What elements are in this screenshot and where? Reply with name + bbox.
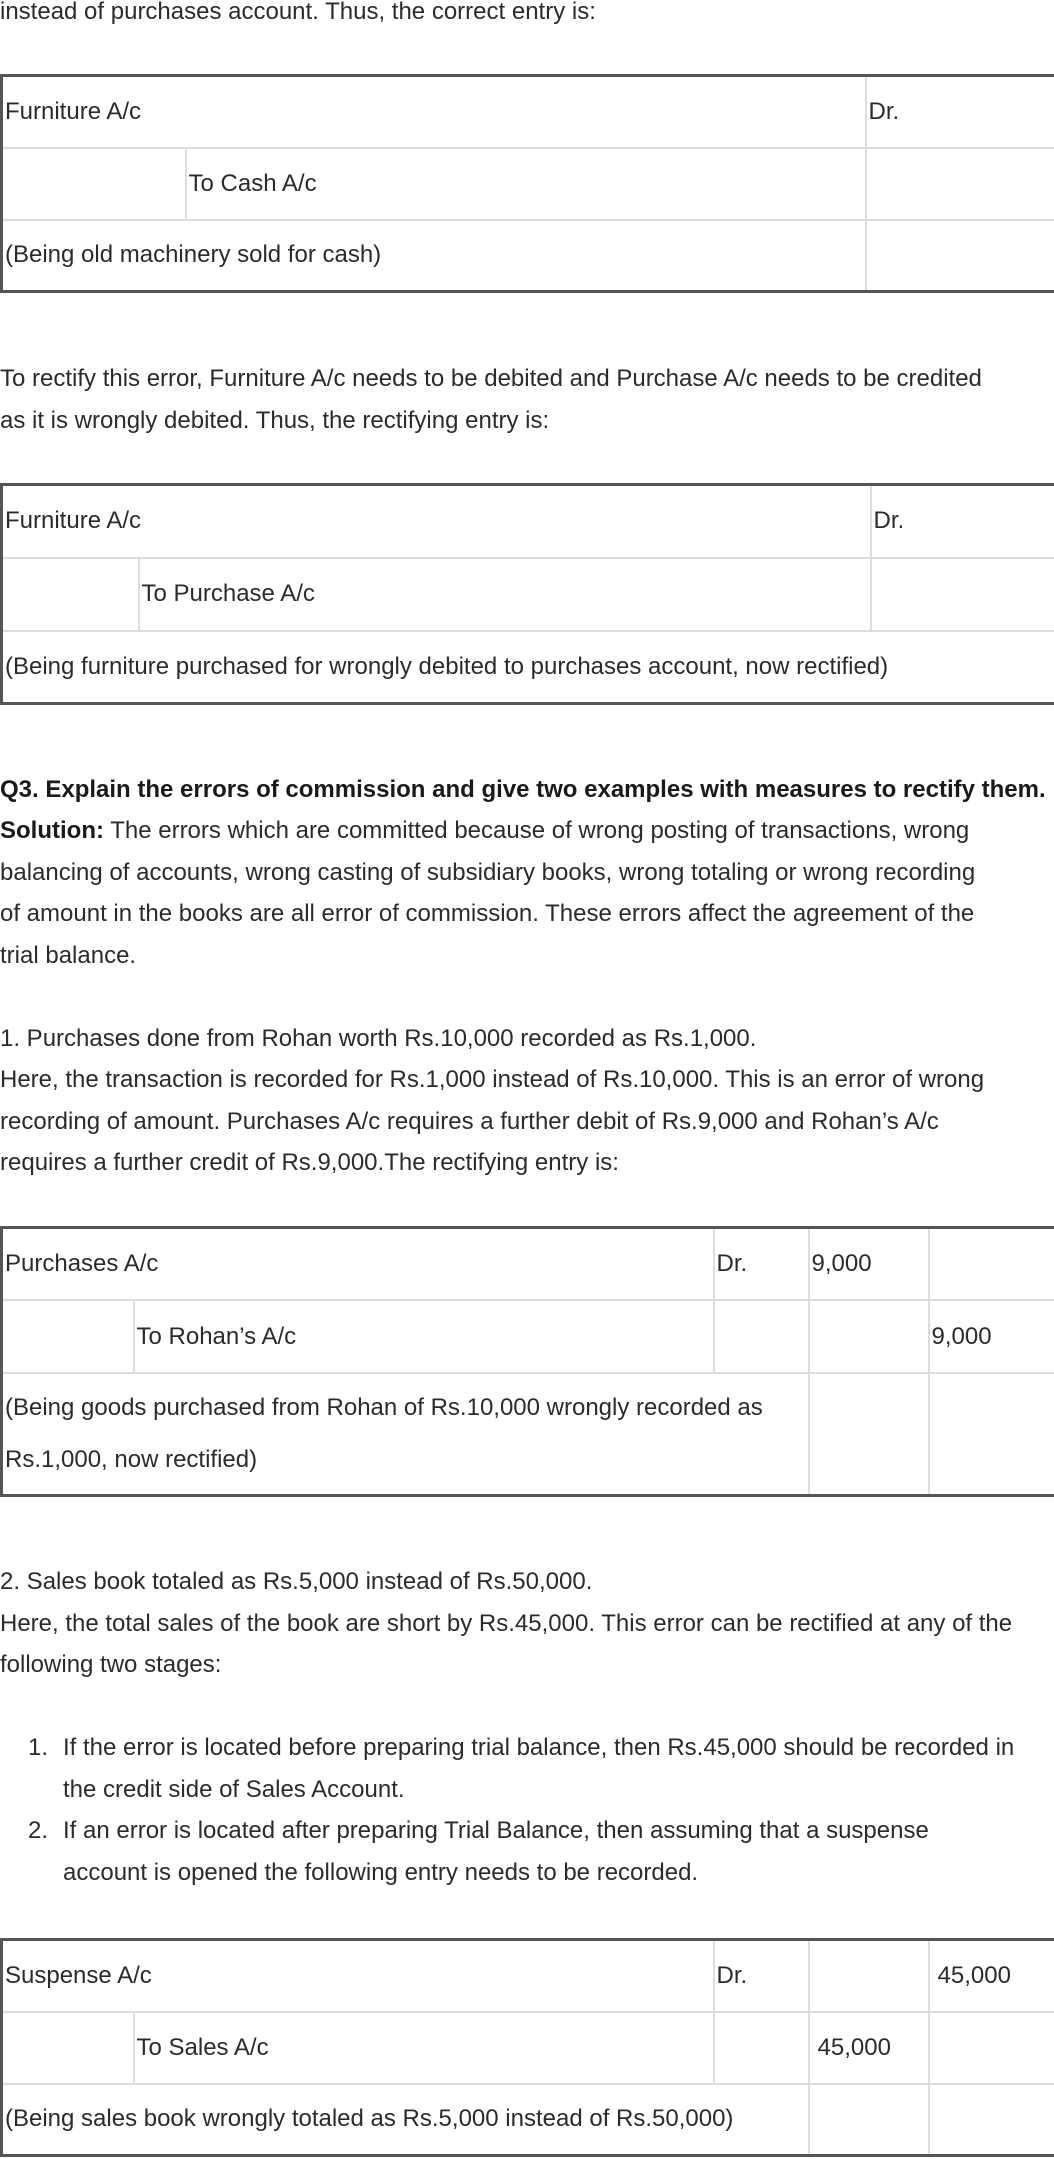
- question-heading: Q3. Explain the errors of commission and give two examples with measures to rectify them.: [0, 776, 1046, 803]
- journal-entry-table-1: [0, 74, 1054, 293]
- account-cell: To Purchase A/c: [139, 558, 871, 631]
- example-line: following two stages:: [0, 1651, 222, 1678]
- list-item: [0, 1810, 1054, 1893]
- dr-cell: Dr.: [866, 76, 1054, 148]
- table-row: [2, 2084, 1054, 2156]
- blank-cell: [2, 148, 186, 220]
- account-cell: Suspense A/c: [2, 1940, 714, 2012]
- example-line: 2. Sales book totaled as Rs.5,000 instead of Rs.50,000.: [0, 1568, 593, 1595]
- paragraph-line: as it is wrongly debited. Thus, the rectifying entry is:: [0, 407, 550, 434]
- blank-cell: [714, 2012, 809, 2084]
- table-row: [2, 1373, 1054, 1495]
- journal-entry-table-4: [0, 1938, 1054, 2157]
- narration-line: Rs.1,000, now rectified): [5, 1446, 258, 1474]
- blank-cell: [929, 1373, 1054, 1495]
- table-row: [2, 631, 1054, 704]
- list-text: the credit side of Sales Account.: [63, 1775, 405, 1803]
- debit-amount-cell: 45,000: [809, 2012, 929, 2084]
- blank-cell: [871, 558, 1054, 631]
- narration-cell: (Being furniture purchased for wrongly debited to purchases account, now rectified): [2, 631, 1054, 704]
- blank-cell: [866, 148, 1054, 220]
- narration-cell: (Being old machinery sold for cash): [2, 220, 866, 292]
- account-cell: To Sales A/c: [134, 2012, 714, 2084]
- table-row: [2, 148, 1054, 220]
- table-row: [2, 220, 1054, 292]
- account-cell: Furniture A/c: [2, 76, 866, 148]
- example-line: 1. Purchases done from Rohan worth Rs.10,000 recorded as Rs.1,000.: [0, 1025, 757, 1052]
- list-text: If the error is located before preparing trial balance, then Rs.45,000 should be recorded in: [63, 1734, 1015, 1761]
- blank-cell: [2, 558, 139, 631]
- list-number: 1.: [28, 1734, 49, 1761]
- blank-cell: [714, 1300, 809, 1373]
- solution-label: Solution:: [0, 817, 104, 844]
- blank-cell: [809, 1373, 929, 1495]
- blank-cell: [2, 2012, 134, 2084]
- debit-amount-cell: [809, 1300, 929, 1373]
- narration-cell: (Being sales book wrongly totaled as Rs.5,000 instead of Rs.50,000): [2, 2084, 809, 2156]
- solution-line: balancing of accounts, wrong casting of subsidiary books, wrong totaling or wrong recording: [0, 859, 976, 886]
- journal-entry-table-2: [0, 483, 1054, 705]
- account-cell: Purchases A/c: [2, 1228, 714, 1301]
- dr-cell: Dr.: [714, 1228, 809, 1301]
- journal-entry-table-3: [0, 1226, 1054, 1497]
- solution-line: of amount in the books are all error of commission. These errors affect the agreement of the: [0, 900, 975, 927]
- table-row: [2, 558, 1054, 631]
- example-line: requires a further credit of Rs.9,000.The rectifying entry is:: [0, 1149, 619, 1176]
- account-cell: To Rohan’s A/c: [134, 1300, 714, 1373]
- table-row: [2, 76, 1054, 148]
- list-text: If an error is located after preparing Trial Balance, then assuming that a suspense: [63, 1817, 929, 1844]
- example-line: Here, the transaction is recorded for Rs.1,000 instead of Rs.10,000. This is an error of wrong: [0, 1066, 985, 1093]
- table-row: [2, 1300, 1054, 1373]
- paragraph-line: To rectify this error, Furniture A/c needs to be debited and Purchase A/c needs to be credited: [0, 365, 982, 392]
- narration-line: (Being goods purchased from Rohan of Rs.10,000 wrongly recorded as: [5, 1394, 763, 1422]
- blank-cell: [809, 2084, 929, 2156]
- list-text: account is opened the following entry needs to be recorded.: [63, 1858, 699, 1886]
- table-row: [2, 1940, 1054, 2012]
- account-cell: To Cash A/c: [186, 148, 866, 220]
- list-number: 2.: [28, 1817, 49, 1844]
- intro-text: instead of purchases account. Thus, the correct entry is:: [0, 0, 596, 25]
- solution-line: trial balance.: [0, 942, 137, 969]
- credit-amount-cell: [929, 2012, 1054, 2084]
- blank-cell: [2, 1300, 134, 1373]
- blank-cell: [929, 2084, 1054, 2156]
- example-line: recording of amount. Purchases A/c requires a further debit of Rs.9,000 and Rohan’s A/c: [0, 1108, 939, 1135]
- table-row: [2, 485, 1054, 558]
- stages-list: [0, 1727, 1054, 1893]
- solution-line: [0, 810, 1054, 852]
- narration-cell: [2, 1373, 809, 1495]
- account-cell: Furniture A/c: [2, 485, 871, 558]
- table-row: [2, 1228, 1054, 1301]
- dr-cell: Dr.: [871, 485, 1054, 558]
- solution-text: The errors which are committed because of wrong posting of transactions, wrong: [103, 817, 970, 844]
- table-row: [2, 2012, 1054, 2084]
- example-line: Here, the total sales of the book are short by Rs.45,000. This error can be rectified at any of the: [0, 1610, 1013, 1637]
- debit-amount-cell: 9,000: [809, 1228, 929, 1301]
- credit-amount-cell: [929, 1228, 1054, 1301]
- blank-cell: [866, 220, 1054, 292]
- debit-amount-cell: [809, 1940, 929, 2012]
- dr-cell: Dr.: [714, 1940, 809, 2012]
- credit-amount-cell: 9,000: [929, 1300, 1054, 1373]
- credit-amount-cell: 45,000: [929, 1940, 1054, 2012]
- list-item: [0, 1727, 1054, 1810]
